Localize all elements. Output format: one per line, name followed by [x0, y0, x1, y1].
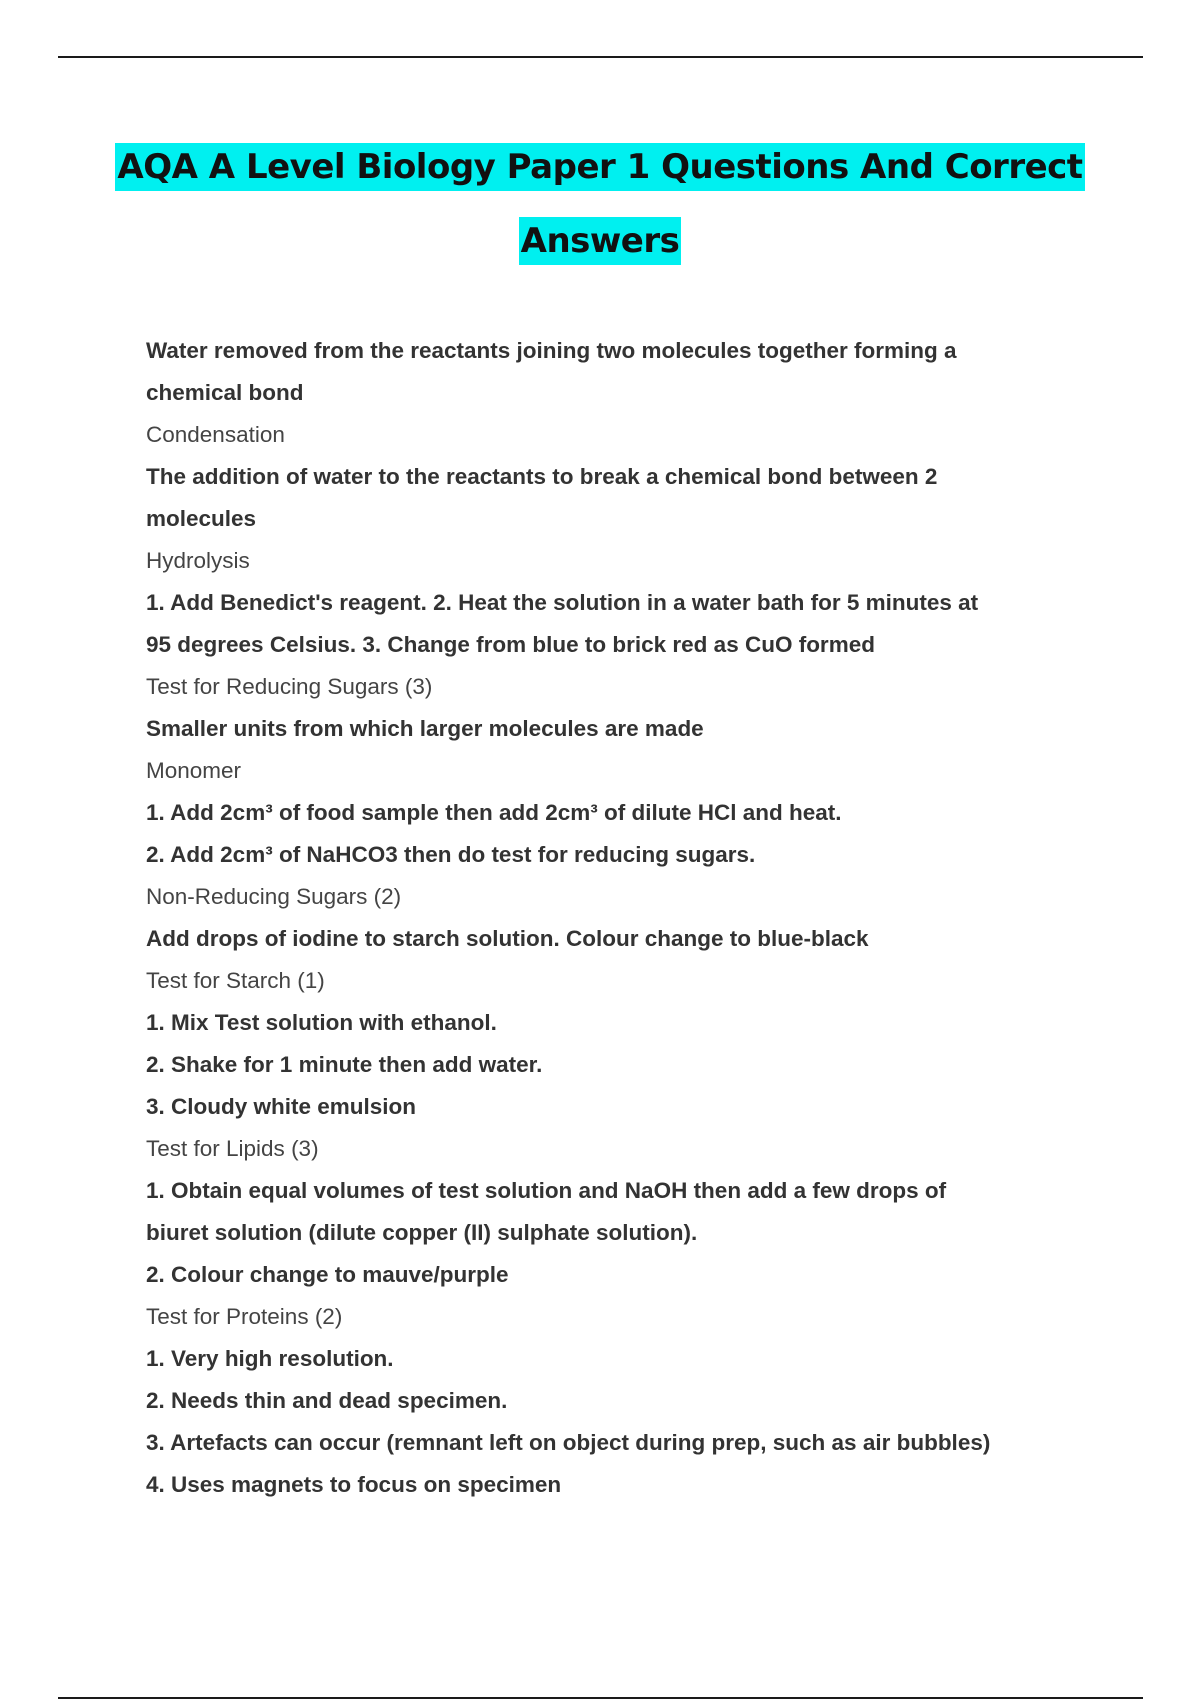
qa-list — [146, 330, 1066, 1506]
answer-item — [146, 1128, 1066, 1170]
answer-item — [146, 960, 1066, 1002]
question-line: chemical bond — [146, 380, 304, 405]
question-line: 2. Shake for 1 minute then add water. — [146, 1052, 543, 1077]
question-line: 1. Add Benedict's reagent. 2. Heat the solution in a water bath for 5 minutes at — [146, 590, 979, 615]
answer-item — [146, 414, 1066, 456]
top-rule — [58, 56, 1143, 58]
title-line-1 — [0, 143, 1200, 217]
bottom-rule — [58, 1697, 1143, 1699]
answer-line: Test for Proteins (2) — [146, 1304, 343, 1329]
answer-item — [146, 1296, 1066, 1338]
answer-item — [146, 666, 1066, 708]
document-title — [0, 143, 1200, 291]
question-line: Smaller units from which larger molecules are made — [146, 716, 704, 741]
question-line: 3. Artefacts can occur (remnant left on object during prep, such as air bubbles) — [146, 1430, 991, 1455]
question-item — [146, 1170, 1066, 1296]
question-item — [146, 708, 1066, 750]
question-line: 2. Colour change to mauve/purple — [146, 1262, 509, 1287]
answer-line: Test for Reducing Sugars (3) — [146, 674, 433, 699]
question-line: The addition of water to the reactants to break a chemical bond between 2 — [146, 464, 938, 489]
answer-line: Condensation — [146, 422, 285, 447]
question-line: 1. Very high resolution. — [146, 1346, 394, 1371]
title-line-1-text: AQA A Level Biology Paper 1 Questions And Correct — [115, 143, 1084, 191]
question-line: biuret solution (dilute copper (II) sulphate solution). — [146, 1220, 698, 1245]
question-line: 1. Obtain equal volumes of test solution and NaOH then add a few drops of — [146, 1178, 947, 1203]
question-item — [146, 918, 1066, 960]
question-item — [146, 1002, 1066, 1128]
question-line: molecules — [146, 506, 257, 531]
title-line-2 — [0, 217, 1200, 291]
answer-line: Non-Reducing Sugars (2) — [146, 884, 402, 909]
question-item — [146, 456, 1066, 540]
answer-item — [146, 540, 1066, 582]
question-line: 4. Uses magnets to focus on specimen — [146, 1472, 562, 1497]
question-line: Water removed from the reactants joining two molecules together forming a — [146, 338, 957, 363]
question-line: 1. Add 2cm³ of food sample then add 2cm³ of dilute HCl and heat. — [146, 800, 842, 825]
answer-line: Hydrolysis — [146, 548, 250, 573]
question-item — [146, 582, 1066, 666]
question-line: 1. Mix Test solution with ethanol. — [146, 1010, 497, 1035]
answer-line: Test for Starch (1) — [146, 968, 325, 993]
question-item — [146, 330, 1066, 414]
question-item — [146, 1338, 1066, 1506]
question-item — [146, 792, 1066, 876]
title-line-2-text: Answers — [519, 217, 682, 265]
question-line: Add drops of iodine to starch solution. Colour change to blue-black — [146, 926, 869, 951]
answer-line: Test for Lipids (3) — [146, 1136, 319, 1161]
answer-item — [146, 750, 1066, 792]
answer-item — [146, 876, 1066, 918]
question-line: 95 degrees Celsius. 3. Change from blue to brick red as CuO formed — [146, 632, 875, 657]
question-line: 3. Cloudy white emulsion — [146, 1094, 417, 1119]
question-line: 2. Add 2cm³ of NaHCO3 then do test for reducing sugars. — [146, 842, 756, 867]
question-line: 2. Needs thin and dead specimen. — [146, 1388, 508, 1413]
answer-line: Monomer — [146, 758, 242, 783]
